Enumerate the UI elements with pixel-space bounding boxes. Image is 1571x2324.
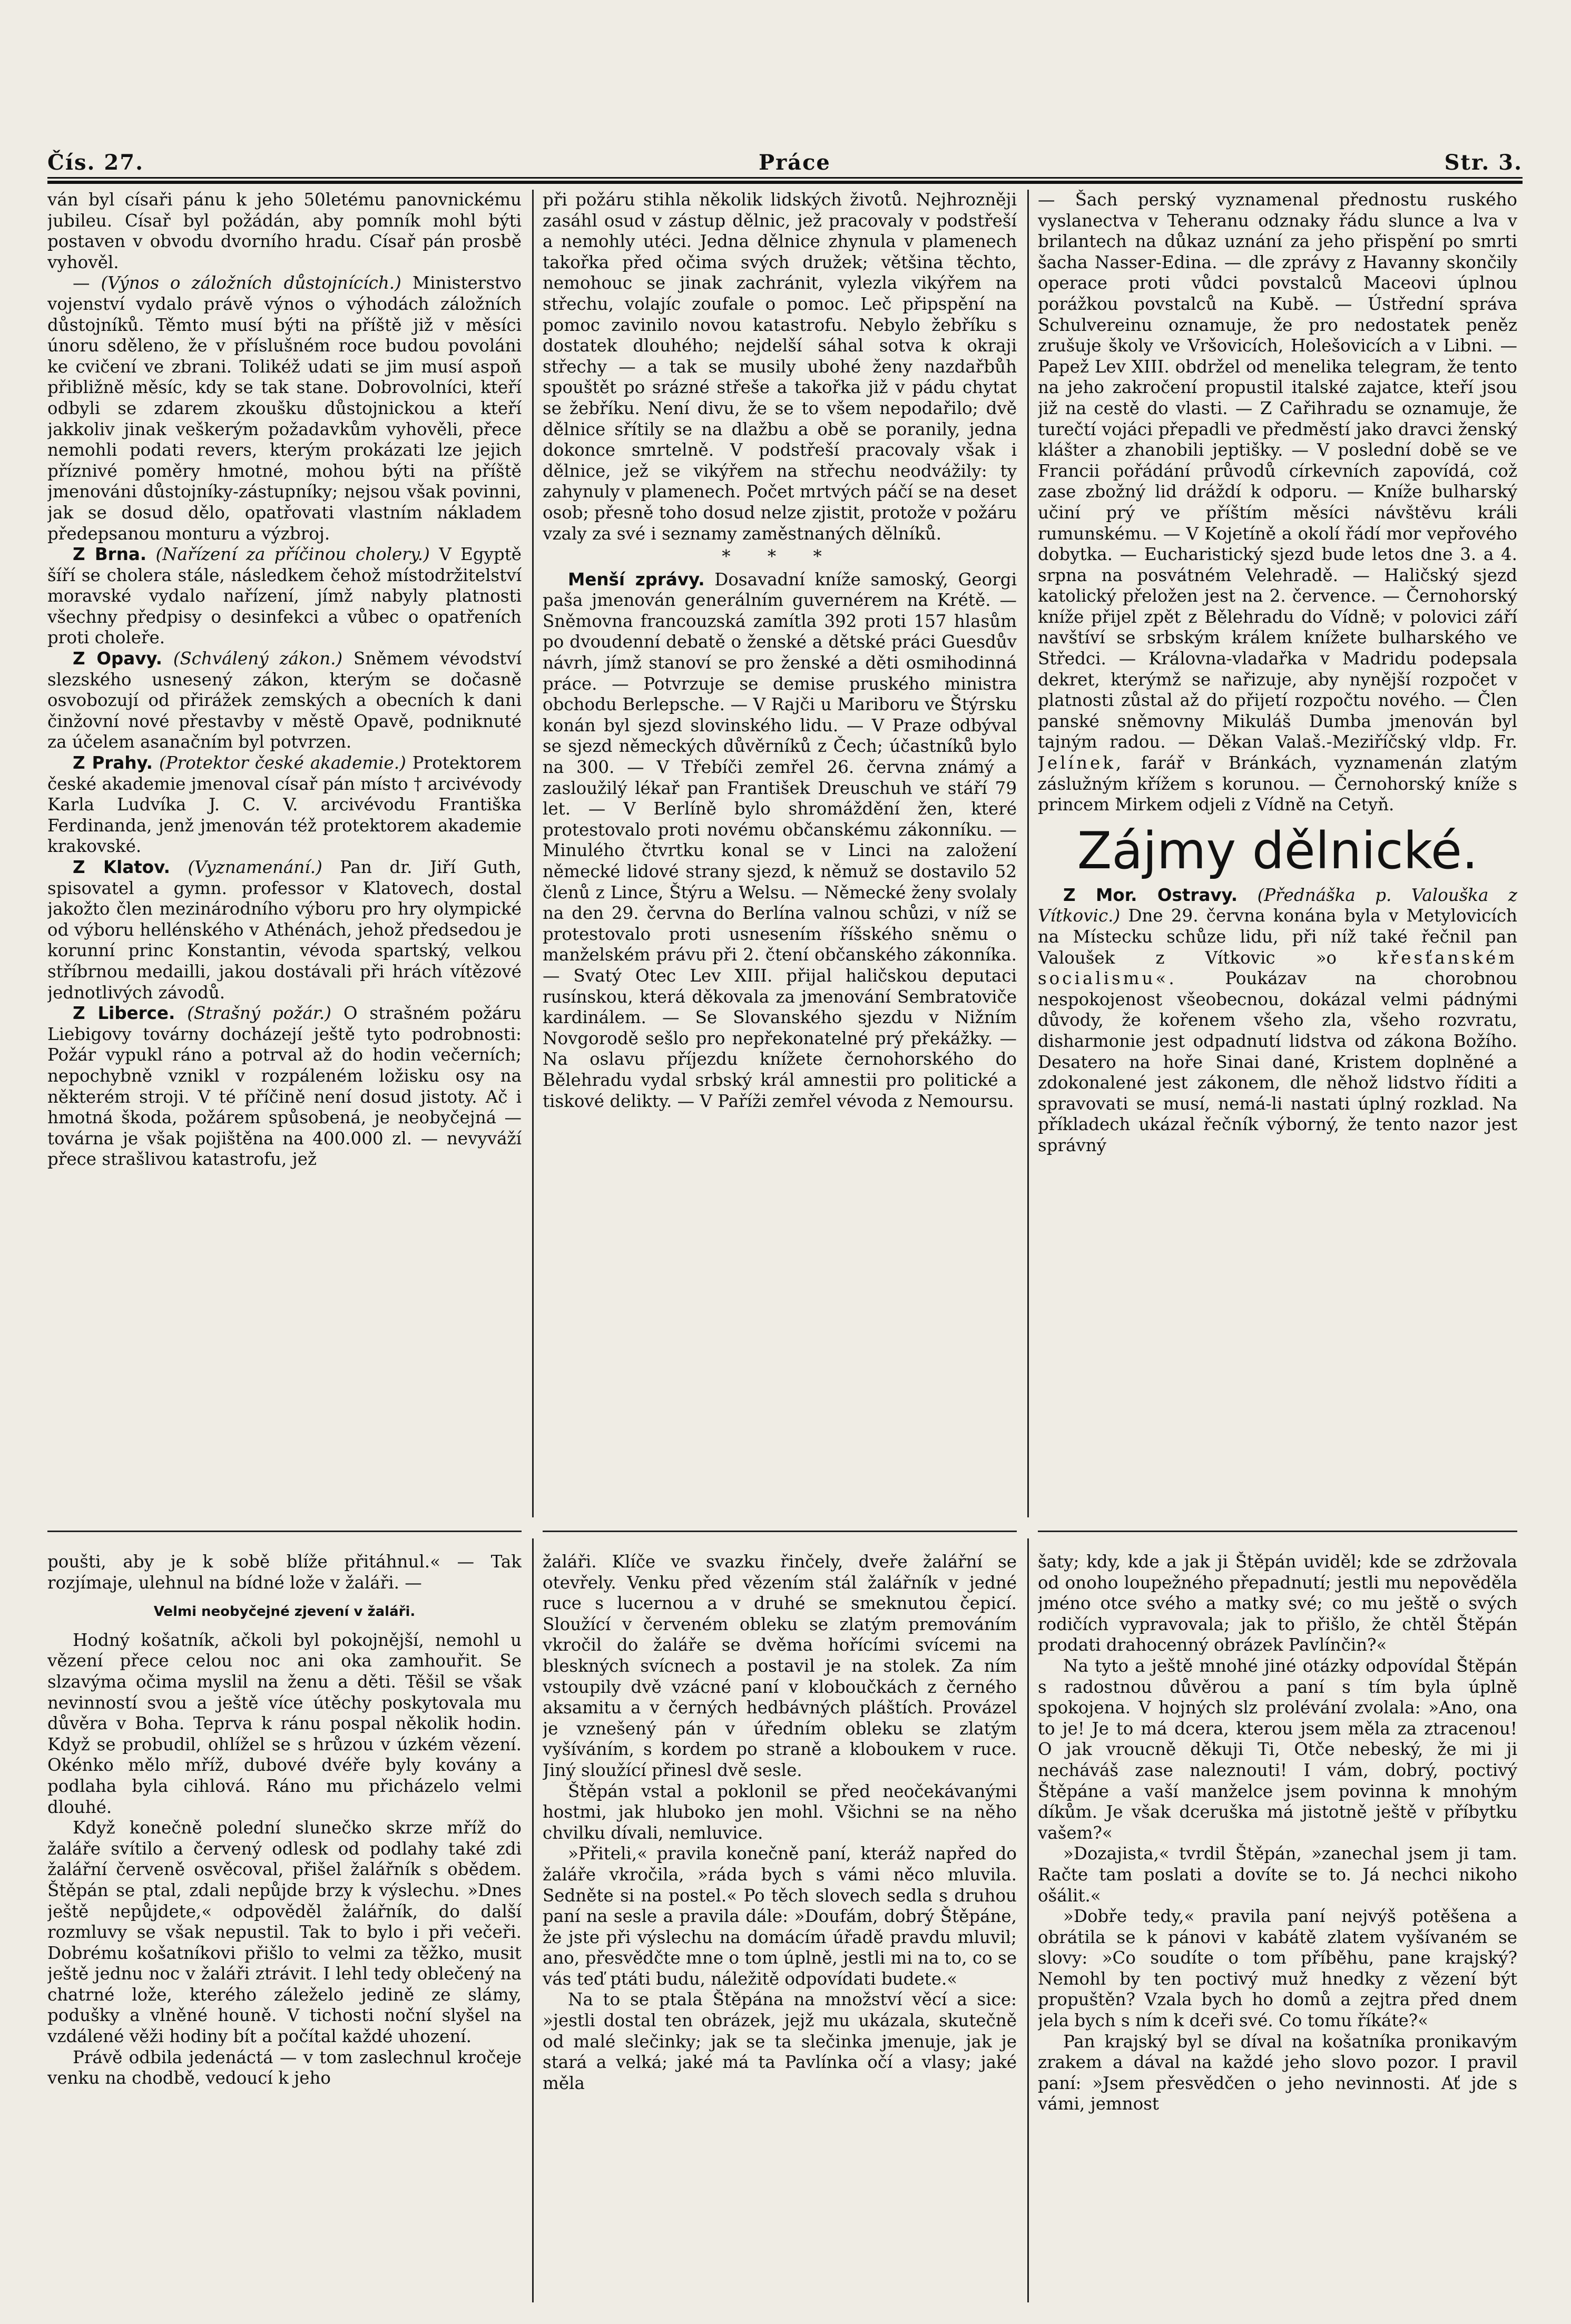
news-item xyxy=(1038,885,1517,1156)
feuilleton-rule xyxy=(47,1531,522,1532)
column-2 xyxy=(543,190,1017,1512)
item-heading: (Schválený zákon.) xyxy=(173,649,343,669)
news-item xyxy=(47,1003,522,1170)
item-place: Z Opavy. xyxy=(73,649,162,669)
item-place: Z Brna. xyxy=(73,544,147,565)
story-text: Pan krajský byl se díval na košatníka pronikavým zrakem a dával na každé jeho slovo pozor. I pravil paní: »Jsem přesvědčen o jeho nevinnosti. Ať jde s vámi, jemnost xyxy=(1038,2031,1517,2114)
story-text: žaláři. Klíče ve svazku řinčely, dveře žalářní se otevřely. Venku před vězením stál žalářník v jedné ruce s lucernou a v druhé se smeknutou čepicí. Sloužící v červeném obleku se zlatým premováním vkročil do žaláře se dvěma hořícími svícemi na bleskných svícnech a postavil je na stolek. Za ním vstoupily dvě vzácné paní v kloboučkách z černého aksamitu a v černých hedbávných pláštích. Provázel je vznešený pán v úředním obleku se zlatým vyšíváním, s kordem po straně a kloboukem v ruce. Jiný sloužící přinesl dvě sesle. xyxy=(543,1552,1017,1780)
item-text: Poukázav na chorobnou nespokojenost všeobecnou, dokázal velmi pádnými důvody, že kořenem všeho zla, všeho rozvratu, disharmonie jest odpadnutí lidstva od zákona Božího. Desatero na hoře Sinai dané, Kristem doplněné a zdokonalené jest zákonem, dle něhož lidstvo říditi a spravovati se musí, nemá-li nastati úplný rozklad. Na příkladech ukázal řečník výborný, že tento nazor jest správný xyxy=(1038,968,1517,1155)
item-heading: (Přednáška p. Valouška z Vítkovic.) xyxy=(1038,885,1517,926)
story-text: Hodný košatník, ačkoli byl pokojnější, nemohl u vězení přece celou noc ani oka zamhouřit. Se slzavýma očima myslil na ženu a děti. Těšil se však nevinností svou a ještě více útěchy poskytovala mu důvěra v Boha. Teprva k ránu pospal několik hodin. Když se probudil, ohlížel se s hrůzou v úzkém vězení. Okénko mělo mříž, dubové dvéře byly kovány a podlaha byla cihlová. Ráno mu přicházelo velmi dlouhé. xyxy=(47,1630,522,1817)
item-heading: Menší zprávy. xyxy=(568,569,705,590)
item-place: Z Liberce. xyxy=(73,1003,175,1024)
story-text: Právě odbila jedenáctá — v tom zaslechnul kročeje venku na chodbě, vedoucí k jeho xyxy=(47,2047,522,2088)
item-text: Protektorem české akademie jmenoval císař pán místo † arcivévody Karla Ludvíka J. C. V. arcivévodu Františka Ferdinanda, jenž jmenován též protektorem akademie krakovské. xyxy=(47,753,522,857)
item-place: Z Klatov. xyxy=(73,857,170,877)
section-title: Zájmy dělnické. xyxy=(1077,821,1478,880)
item-text: — Šach perský vyznamenal přednostu ruského vyslanectva v Teheranu odznaky řádu slunce a lva v brilantech na důkaz uznání za jeho přispění po smrti šacha Nasser-Edina. — dle zprávy z Havanny skončily operace proti vůdci povstalců Maceovi úplnou porážkou povstalců na Kubě. — Ústřední správa Schulvereinu oznamuje, že pro nedostatek peněz zrušuje školy ve Vršovicích, Holešovicích a v Libni. — Papež Lev XIII. obdržel od menelika telegram, že tento na jeho zakročení propustil italské zajatce, kteří jsou již na cestě do vlasti. — Z Cařihradu se oznamuje, že turečtí vojáci přepadli ve předměstí jako dravci ženský klášter a zhanobili jeptišky. — V poslední době se ve Francii pořádání průvodů církevních zapovídá, což zase zbožný lid dráždí k odporu. — Kníže bulharský učiní prý ve příštím měsíci návštěvu králi rumunskému. — V Kojetíně a okolí řádí mor vepřového dobytka. — Eucharistický sjezd bude letos dne 3. a 4. srpna na posvátném Velehradě. — Haličský sjezd katolický přeložen jest na 2. července. — Černohorský kníže přijel zpět z Bělehradu do Vídně; v polovici září navštíví se srbským králem knížete bulharského ve Středci. — Královna-vladařka v Madridu podepsala dekret, kterýmž se nařizuje, aby nynější rozpočet v platnosti zůstal až do přijetí rozpočtu nového. — Člen panské sněmovny Mikuláš Dumba jmenován byl tajným radou. — Děkan Valaš.-Meziříčský vldp. Fr. xyxy=(1038,190,1517,752)
article-text: při požáru stihla několik lidských životů. Nejhrozněji zasáhl osud v zástup dělnic, jež pracovaly v podstřeší a nemohly utéci. Jedna dělnice zhynula v plamenech takořka před očima svých družek; většina těchto, nemohouc se jinak zachránit, vylezla vikýřem na střechu, volajíc zoufale o pomoc. Leč připspění na pomoc zavinilo novou katastrofu. Nebylo žebříku s dostatek dlouhého; nejdelší sáhal sotva k okraji střechy — a tak se musily ubohé ženy nazdařbůh spouštět po srázné střeše a takořka již v pádu chytat se žebříku. Není divu, že se to všem nepodařilo; dvě dělnice sřítily se na dlažbu a obě se poranily, jedna dokonce smrtelně. V podstřeší pracovaly však i dělnice, jež se vikýřem na střechu neodvážily: ty zahynuly v plamenech. Počet mrtvých páčí se na deset osob; přesně toho dosud nelze zjistit, protože v požáru vzaly za své i seznamy zaměstnaných dělníků. xyxy=(543,190,1017,544)
item-text: farář v Bránkách, vyznamenán zlatým záslužným křížem s korunou. — Černohorský kníže s princem Mirkem odjeli z Vídně na Cetyň. xyxy=(1038,753,1517,815)
story-text: Když konečně polední slunečko skrze mříž do žaláře svítilo a červený odlesk od podlahy také zdi žalářní červeně osvěcoval, přišel žalářník s obědem. Štěpán se ptal, zdali nepůjde brzy k výslechu. »Dnes ještě nepůjdete,« odpověděl žalářník, do další rozmluvy se však nepustil. Tak to bylo i při večeři. Dobrému košatníkovi přišlo to velmi za těžko, musit ještě jednu noc v žaláři ztrávit. I lehl tedy oblečený na chatrné lože, kterého záleželo jedině ze slámy, podušky a vlněné houně. V tichosti noční slyšel na vzdálené věži hodiny bít a počítal každé uhození. xyxy=(47,1818,522,2047)
news-item xyxy=(543,570,1017,1112)
header-rule-thin xyxy=(47,177,1523,179)
news-item xyxy=(47,857,522,1003)
emphasized-text: křesťanském socialismu«. xyxy=(1038,947,1517,989)
item-heading: (Protektor české akademie.) xyxy=(159,753,406,773)
story-column-2 xyxy=(543,1552,1017,2305)
news-item: — (Výnos o záložních důstojnících.) Ministerstvo vojenství vydalo právě výnos o výhodách záložních důstojníků. Těmto musí býti na příště již v měsíci únoru sděleno, že v příslušném roce budou povoláni ke cvičení ve zbrani. Tolikéž udati se jim musí aspoň přibližně měsíc, kdy se tak stane. Dobrovolníci, kteří odbyli se zdarem zkoušku důstojnickou a kteří jakkoliv jinak veškerým požadavkům vyhověli, přece nemohli podati revers, kterým prokázati lze jejich příznivé poměry hmotné, mohou býti na příště jmenováni důstojníky-zástupníky; nejsou však povinni, jak se dosud dělo, opatřovati vlastním nákladem předepsanou monturu a výzbroj. xyxy=(47,273,522,544)
item-text: Pan dr. Jiří Guth, spisovatel a gymn. professor v Klatovech, dostal jakožto člen mezinárodního výboru pro hry olympické od výboru hellénského v Athénách, jehož předsedou je korunní princ Konstantin, vévoda spartský, velkou stříbrnou medailli, jakou dostávali při hrách vítězové jednotlivých závodů. xyxy=(47,857,522,1003)
person-name: Jelínek, xyxy=(1038,753,1124,773)
item-heading: (Strašný požár.) xyxy=(187,1003,331,1024)
item-heading: (Nařízení za příčinou cholery.) xyxy=(155,544,430,565)
item-place: Z Mor. Ostravy. xyxy=(1063,885,1238,905)
story-text: Na to se ptala Štěpána na množství věcí a sice: »jestli dostal ten obrázek, jejž mu ukázala, skutečně od malé slečinky; jak se ta slečinka jmenuje, jak je stará a velká; jaké má ta Pavlínka očí a vlasy; jaké měla xyxy=(543,1989,1017,2093)
header-rule-thick xyxy=(47,181,1523,184)
issue-number: Čís. 27. xyxy=(47,150,144,175)
item-text: Ministerstvo vojenství vydalo právě výnos o výhodách záložních důstojníků. Těmto musí býti na příště již v měsíci únoru sděleno, že v příslušném roce budou povoláni ke cvičení ve zbrani. Tolikéž udati se jim musí aspoň přibližně měsíc, kdy se tak stane. Dobrovolníci, kteří odbyli se zdarem zkoušku důstojnickou a kteří jakkoliv jinak veškerým požadavkům vyhověli, přece nemohli podati revers, kterým prokázati lze jejich příznivé poměry hmotné, mohou býti na příště jmenováni důstojníky-zástupníky; nejsou však povinni, jak se dosud dělo, opatřovati vlastním nákladem předepsanou monturu a výzbroj. xyxy=(47,273,522,544)
story-column-1 xyxy=(47,1552,522,2305)
story-column-3 xyxy=(1038,1552,1517,2305)
section-stars: * * * xyxy=(722,546,838,567)
item-place: Z Prahy. xyxy=(73,753,153,773)
story-text: »Přiteli,« pravila konečně paní, kteráž napřed do žaláře vkročila, »ráda bych s vámi něco mluvila. Sedněte si na postel.« Po těch slovech sedla s druhou paní na sesle a pravila dále: »Doufám, dobrý Štěpáne, že jste při výslechu na domácím úřadě pravdu mluvil; ano, přesvědčte mne o tom úplně, jestli mi na to, co se vás teď ptáti budu, náležitě odpovídati budete.« xyxy=(543,1843,1017,1989)
item-text: Sněmem vévodství slezského usnesený zákon, kterým se dočasně osvobozují od přirážek zemských a obecních k dani činžovní nové přestavby v městě Opavě, podniknuté za účelem asanačním byl potvrzen. xyxy=(47,649,522,752)
news-item xyxy=(47,753,522,857)
story-text: šaty; kdy, kde a jak ji Štěpán uviděl; kde se zdržovala od onoho loupežného přepadnutí; jestli mu nepověděla jméno otce svého a matky své; co mu ještě o svých rodičích vypravovala; jak to přišlo, že chtěl Štěpán prodati drahocenný obrázek Pavlínčin?« xyxy=(1038,1552,1517,1655)
story-subtitle: Velmi neobyčejné zjevení v žaláři. xyxy=(153,1604,416,1620)
page-number: Str. 3. xyxy=(1444,150,1523,175)
paper-title: Práce xyxy=(759,150,831,175)
story-text: poušti, aby je k sobě blíže přitáhnul.« — Tak rozjímaje, ulehnul na bídné lože v žaláři. — xyxy=(47,1552,522,1593)
article-text xyxy=(1038,190,1517,816)
item-text: Dne 29. června konána byla v Metylovicích na Místecku schůze lidu, při níž také řečnil pan Valoušek z Vítkovic »o xyxy=(1038,906,1517,968)
column-divider xyxy=(1027,1538,1029,2302)
item-text: O strašném požáru Liebigovy továrny docházejí ještě tyto podrobnosti: Požár vypukl ráno a potrval až do hodin večerních; nepochybně vznikl v rozpáleném ložisku osy na některém stroji. V té příčině není dosud jistoty. Ač i hmotná škoda, požárem spůsobená, je neobyčejná — továrna je však pojištěna na 400.000 zl. — nevyváží přece strašlivou katastrofu, jež xyxy=(47,1003,522,1170)
item-text: Dosavadní kníže samoský, Georgi paša jmenován generálním guvernérem na Krétě. — Sněmovna francouzská zamítla 392 proti 157 hlasům po dvoudenní debatě o ženské a dětské práci Guesdův návrh, jímž stanoví se pro ženské a děti osmihodinná práce. — Potvrzuje se demise pruského ministra obchodu Berlepsche. — V Rajči u Mariboru ve Štýrsku konán byl sjezd slovinského lidu. — V Praze odbýval se sjezd německých důvěrníků z Čech; účastníků bylo na 300. — V Třebíči zemřel 26. června známý a zasloužilý lékař pan František Dreuschuh ve stáří 79 let. — V Berlíně bylo shromáždění žen, které protestovalo proti novému občanskému zákonníku. — Minulého čtvrtku konal se v Linci na založení německé lidové strany sjezd, k němuž se dostavilo 52 členů z Lince, Štýru a Welsu. — Německé ženy svolaly na den 29. června do Berlína valnou schůzi, v níž se protestovalo proti usnesením říšského sněmu o manželském právu při 2. čtení občanského zákonníka. — Svatý Otec Lev XIII. přijal haličskou deputaci rusínskou, která děkovala za jmenování Sembratoviče kardinálem. — Se Slovanského sjezdu v Nižním Novgorodě sešlo pro nepřekonatelné prý překážky. — Na oslavu příjezdu knížete černohorského do Bělehradu vydal srbský král amnestii pro politické a tiskové delikty. — V Paříži zemřel vévoda z Nemoursu. xyxy=(543,569,1017,1111)
column-divider xyxy=(532,190,534,1517)
story-text: »Dobře tedy,« pravila paní nejvýš potěšena a obrátila se k pánovi v kabátě zlatem vyšívaném se slovy: »Co soudíte o tom příběhu, pane krajský? Nemohl by ten poctivý muž hnedky z vězení být propuštěn? Vzala bych ho domů a zejtra před dnem jela bych s ním k dceři své. Co tomu říkáte?« xyxy=(1038,1906,1517,2031)
column-3 xyxy=(1038,190,1517,1512)
item-heading: (Vyznamenání.) xyxy=(188,857,322,877)
story-text: »Dozajista,« tvrdil Štěpán, »zanechal jsem ji tam. Račte tam poslati a dovíte se to. Já nechci nikoho ošálit.« xyxy=(1038,1843,1517,1906)
item-text: V Egyptě šíří se cholera stále, následkem čehož místodržitelství moravské vydalo nařízení, jímž nabyly platnosti všechny předpisy o desinfekci a vůbec o opatřeních proti choleře. xyxy=(47,544,522,648)
article-text: ván byl císaři pánu k jeho 50letému panovnickému jubileu. Císař byl požádán, aby pomník mohl býti postaven v obvodu dvorního hradu. Císař pán prosbě vyhověl. xyxy=(47,190,522,272)
feuilleton-rule xyxy=(543,1531,1017,1532)
column-1 xyxy=(47,190,522,1512)
feuilleton-rule xyxy=(1038,1531,1517,1532)
column-divider xyxy=(532,1538,534,2302)
story-text: Štěpán vstal a poklonil se před neočekávanými hostmi, jak hluboko jen mohl. Všichni se na něho chvilku dívali, nemluvice. xyxy=(543,1781,1017,1843)
news-item xyxy=(47,649,522,753)
news-item xyxy=(47,544,522,649)
item-heading: (Výnos o záložních důstojnících.) xyxy=(101,273,401,293)
column-divider xyxy=(1027,190,1029,1517)
story-text: Na tyto a ještě mnohé jiné otázky odpovídal Štěpán s radostnou důvěrou a paní s tím byla úplně spokojena. V hojných slz prolévání zvolala: »Ano, ona to je! Je to má dcera, kterou jsem měla za ztracenou! O jak vroucně děkuji Ti, Otče nebeský, že mi ji necháváš zase naleznouti! I vám, dobrý, poctivý Štěpáne a vaší manželce jsem povinna k mnohým díkům. Je však dceruška má jistotně ještě v příbytku vašem?« xyxy=(1038,1655,1517,1843)
